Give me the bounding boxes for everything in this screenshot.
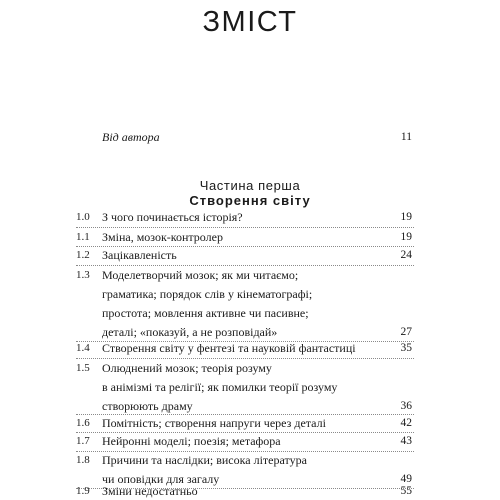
- toc-entry-1-7: [0, 432, 500, 450]
- toc-entry-text: Зміна, мозок-контролер: [102, 230, 223, 244]
- toc-entry-1-5-line-2: [0, 378, 500, 396]
- toc-entry-1-3-line-3: [0, 304, 500, 322]
- toc-entry-text: Олюднений мозок; теорія розуму: [102, 361, 272, 375]
- toc-entry-1-5-line-3: [0, 397, 500, 415]
- toc-entry-1-6: [0, 414, 500, 432]
- toc-entry-page: 42: [400, 417, 412, 429]
- toc-entry-text: чи оповідки для загалу: [102, 472, 220, 486]
- toc-entry-text: Помітність; створення напруги через деталі: [102, 416, 326, 430]
- toc-entry-page: 19: [400, 231, 412, 243]
- toc-entry-1-2: [0, 246, 500, 264]
- part-label: Частина перша: [199, 178, 301, 193]
- toc-entry-text: Причини та наслідки; висока література: [102, 453, 307, 467]
- toc-entry-1-1: [0, 228, 500, 246]
- toc-entry-page: 19: [400, 211, 412, 223]
- toc-entry-number: 1.7: [76, 435, 90, 447]
- toc-entry-text: Моделетворчий мозок; як ми читаємо;: [102, 268, 299, 282]
- toc-entry-number: 1.0: [76, 211, 90, 223]
- toc-entry-text: деталі; «показуй, а не розповідай»: [102, 325, 278, 339]
- toc-entry-page: 27: [400, 326, 412, 338]
- page-title: ЗМІСТ: [202, 6, 298, 38]
- toc-author-page: 11: [400, 131, 412, 143]
- toc-entry-page: 43: [400, 435, 412, 447]
- toc-entry-page: 55: [400, 485, 412, 497]
- toc-entry-number: 1.2: [76, 249, 90, 261]
- toc-entry-1-3-line-2: [0, 285, 500, 303]
- toc-entry-1-8: [0, 451, 500, 469]
- toc-entry-text: Створення світу у фентезі та науковій фантастиці: [102, 341, 356, 355]
- toc-entry-text: граматика; порядок слів у кінематографі;: [102, 287, 313, 301]
- toc-entry-page: 36: [400, 400, 412, 412]
- toc-author-label: Від автора: [102, 130, 160, 144]
- toc-entry-number: 1.6: [76, 417, 90, 429]
- toc-entry-text: З чого починається історія?: [102, 210, 243, 224]
- toc-entry-number: 1.1: [76, 231, 90, 243]
- toc-author-row: [0, 128, 500, 146]
- toc-entry-number: 1.8: [76, 454, 90, 466]
- toc-entry-1-0: [0, 208, 500, 226]
- part-title: Створення світу: [189, 193, 311, 208]
- toc-entry-1-4: [0, 339, 500, 357]
- toc-entry-page: 24: [400, 249, 412, 261]
- toc-entry-number: 1.9: [76, 485, 90, 497]
- toc-entry-page: 35: [400, 342, 412, 354]
- toc-entry-1-9: [0, 482, 500, 500]
- toc-entry-1-5: [0, 359, 500, 377]
- toc-entry-text: Нейронні моделі; поезія; метафора: [102, 434, 281, 448]
- toc-entry-number: 1.4: [76, 342, 90, 354]
- toc-entry-text: в анімізмі та релігії; як помилки теорії розуму: [102, 380, 338, 394]
- toc-entry-text: Зацікавленість: [102, 248, 177, 262]
- toc-entry-number: 1.3: [76, 269, 90, 281]
- toc-entry-text: простота; мовлення активне чи пасивне;: [102, 306, 309, 320]
- toc-entry-1-3: [0, 266, 500, 284]
- toc-entry-text: Зміни недостатньо: [102, 484, 198, 498]
- toc-entry-text: створюють драму: [102, 399, 193, 413]
- toc-entry-number: 1.5: [76, 362, 90, 374]
- toc-entry-page: 49: [400, 473, 412, 485]
